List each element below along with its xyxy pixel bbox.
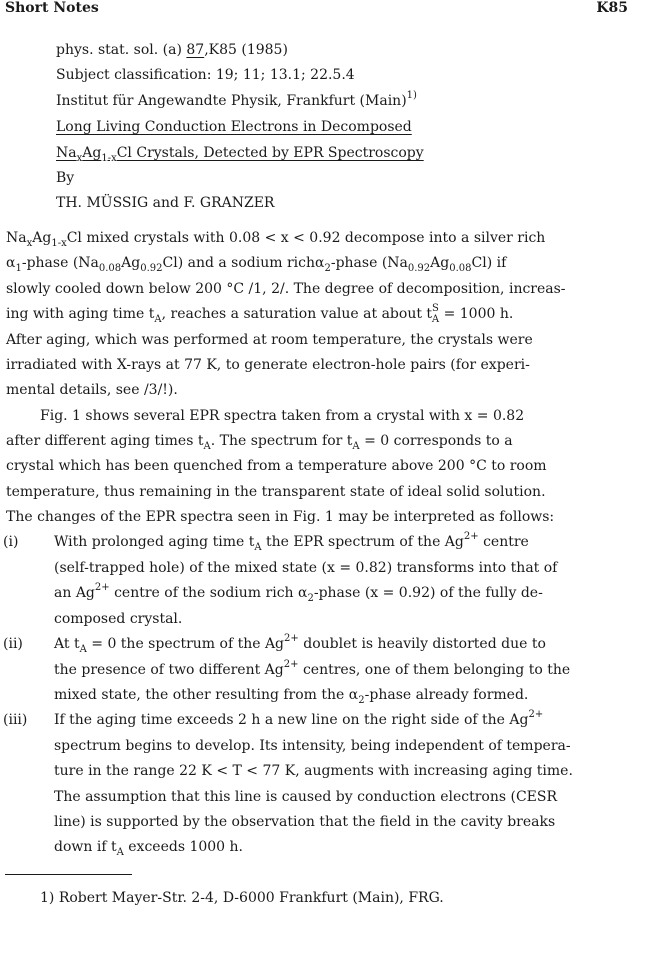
para2-line-2: after different aging times $t_A$. The spectrum for $t_A = 0$ corresponds to a [6, 433, 513, 452]
citation-line: phys. stat. sol. (a) 87,K85 (1985) [56, 42, 288, 58]
item-3-line-6: down if $t_A$ exceeds 1000 h. [54, 839, 243, 858]
item-2-label: (ii) [3, 636, 23, 652]
authors: TH. MÜSSIG and F. GRANZER [56, 195, 275, 211]
para1-line-2: $\alpha_1$-phase $(Na_{0.08}Ag_{0.92}Cl)$ and a sodium richα$_2$-phase $(Na_{0.92}Ag_{0.08}Cl)$ if [6, 255, 507, 274]
para1-line-7: mental details, see /3/!). [6, 382, 178, 398]
para1-line-5: After aging, which was performed at room temperature, the crystals were [6, 332, 533, 348]
item-2-line-1: At $t_A = 0$ the spectrum of the $Ag^{2+}$ doublet is heavily distorted due to [54, 633, 546, 655]
item-2-line-3: mixed state, the other resulting from the $\alpha_2$-phase already formed. [54, 687, 529, 706]
para2-line-1: Fig. 1 shows several EPR spectra taken from a crystal with x = 0.82 [40, 408, 525, 424]
item-1-line-2: (self-trapped hole) of the mixed state (x = 0.82) transforms into that of [54, 560, 558, 576]
item-1-line-3: an $Ag^{2+}$ centre of the sodium rich $\alpha_2$-phase (x = 0.92) of the fully de- [54, 582, 543, 604]
item-1-line-1: With prolonged aging time $t_A$ the EPR spectrum of the $Ag^{2+}$ centre [54, 531, 529, 553]
footnote: 1) Robert Mayer-Str. 2-4, D-6000 Frankfurt (Main), FRG. [40, 890, 444, 906]
item-1-line-4: composed crystal. [54, 611, 183, 627]
institute-line: Institut für Angewandte Physik, Frankfurt (Main)$^{1)}$ [56, 90, 417, 109]
item-2-line-2: the presence of two different $Ag^{2+}$ centres, one of them belonging to the [54, 659, 571, 678]
para1-line-6: irradiated with X-rays at 77 K, to generate electron-hole pairs (for experi- [6, 357, 530, 373]
para1-line-3: slowly cooled down below 200 °C /1, 2/. The degree of decomposition, increas- [6, 281, 566, 297]
para2-line-5: The changes of the EPR spectra seen in Fig. 1 may be interpreted as follows: [6, 509, 555, 525]
subject-classification: Subject classification: 19; 11; 13.1; 22.5.4 [56, 67, 355, 83]
item-3-line-3: ture in the range 22 K < T < 77 K, augments with increasing aging time. [54, 763, 573, 779]
title-line-2: $Na_xAg_{1-x}Cl$ Crystals, Detected by EPR Spectroscopy [56, 145, 424, 164]
para2-line-4: temperature, thus remaining in the transparent state of ideal solid solution. [6, 484, 546, 500]
page-number: K85 [596, 0, 628, 16]
item-3-line-4: The assumption that this line is caused by conduction electrons (CESR [54, 789, 558, 805]
para2-line-3: crystal which has been quenched from a temperature above 200 °C to room [6, 458, 547, 474]
item-3-line-5: line) is supported by the observation that the field in the cavity breaks [54, 814, 556, 830]
para1-line-1: $Na_xAg_{1-x}Cl$ mixed crystals with 0.08 < x < 0.92 decompose into a silver rich [6, 230, 546, 249]
item-3-label: (iii) [3, 712, 28, 728]
para1-line-4: ing with aging time $t_A$, reaches a saturation value at about $t^S_A = 1000$ h. [6, 303, 514, 325]
item-3-line-1: If the aging time exceeds 2 h a new line on the right side of the $Ag^{2+}$ [54, 709, 544, 728]
running-header-left: Short Notes [5, 0, 99, 16]
item-1-label: (i) [3, 534, 19, 550]
footnote-rule [5, 874, 132, 875]
by-line: By [56, 170, 75, 186]
title-line-1: Long Living Conduction Electrons in Decomposed [56, 119, 412, 135]
item-3-line-2: spectrum begins to develop. Its intensity, being independent of tempera- [54, 738, 571, 754]
